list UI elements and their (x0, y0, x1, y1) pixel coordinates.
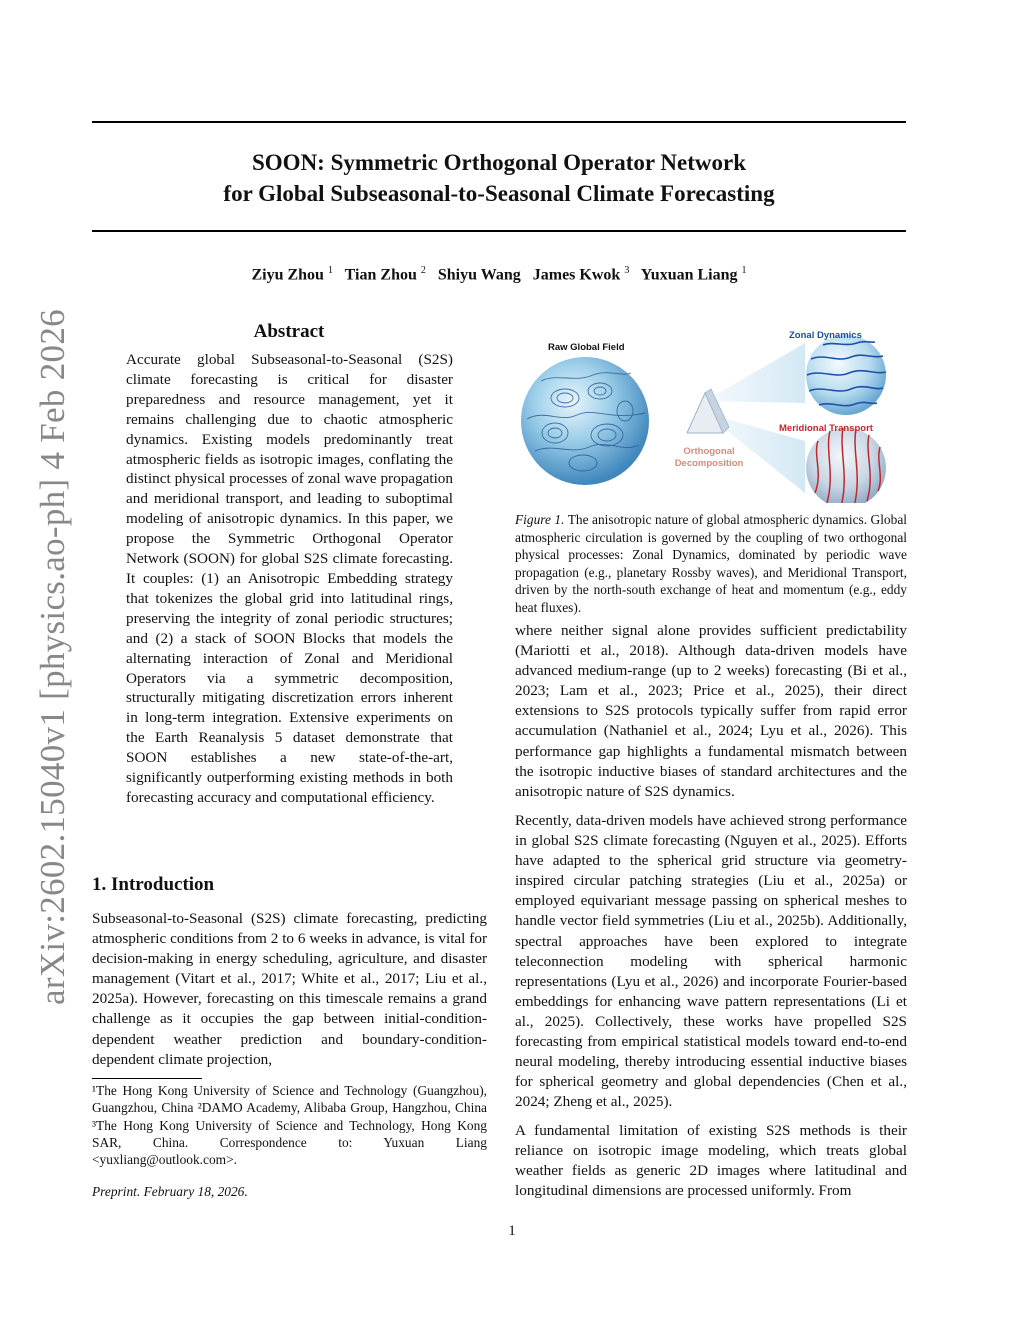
section-heading-introduction: 1. Introduction (92, 874, 215, 895)
page-number: 1 (508, 1223, 516, 1239)
intro-paragraph: Subseasonal-to-Seasonal (S2S) climate forecasting, predicting atmospheric conditions from 2 to 6 weeks in advance, is vital for decision-making in energy scheduling, agriculture, and disaster management (Vitart et al., 2017; White et al., 2017; Liu et al., 2025a). However, forecasting on this timescale remains a grand challenge as it occupies the gap between initial-condition-dependent weather prediction and boundary-condition-dependent climate projection, (92, 910, 487, 1068)
figure-1-caption (515, 511, 907, 617)
zonal-dynamics-label: Zonal Dynamics (789, 330, 862, 341)
paper-title-line2: for Global Subseasonal-to-Seasonal Climate Forecasting (223, 181, 775, 206)
preprint-date: Preprint. February 18, 2026. (92, 1184, 248, 1199)
author-name: Yuxuan Liang (640, 266, 738, 284)
author-affiliation: 1 (741, 265, 747, 276)
orthogonal-label: Orthogonal (683, 446, 735, 457)
paper-title-line1: SOON: Symmetric Orthogonal Operator Network (252, 150, 746, 175)
right-paragraph-1: where neither signal alone provides sufficient predictability (Mariotti et al., 2018). Although data-driven models have advanced medium-range (up to 2 weeks) forecasting (Bi et al., 2023; Lam et al., 2023; Price et al., 2025), their direct extensions to S2S protocols typically suffer from rapid error accumulation (Nathaniel et al., 2024; Lyu et al., 2026). This performance gap highlights a fundamental mismatch between the isotropic inductive biases of standard architectures and the anisotropic nature of S2S dynamics. (515, 622, 907, 800)
arxiv-identifier[interactable]: arXiv:2602.15040v1 [physics.ao-ph] 4 Feb 2026 (33, 309, 72, 1005)
raw-globe-icon (521, 357, 649, 485)
top-rule (92, 121, 906, 123)
meridional-globe-icon (806, 428, 886, 503)
caption-text: The anisotropic nature of global atmospheric dynamics. Global atmospheric circulation is governed by the coupling of two orthogonal physical processes: Zonal Dynamics, dominated by periodic wave propagation (e.g., planetary Rossby waves), and Meridional Transport, driven by the north-south exchange of heat and momentum (e.g., eddy heat fluxes). (515, 512, 907, 615)
meridional-transport-label: Meridional Transport (779, 423, 873, 434)
author-affiliation: 2 (420, 265, 426, 276)
caption-label: Figure 1. (515, 512, 565, 527)
author-affiliation: 3 (624, 265, 630, 276)
author-name: Tian Zhou (344, 266, 417, 284)
footnote-rule (92, 1078, 202, 1079)
decomposition-label: Decomposition (674, 458, 744, 469)
beam-to-zonal (705, 343, 805, 403)
abstract-text: Accurate global Subseasonal-to-Seasonal (S2S) climate forecasting is critical for disaster preparedness and resource management, yet it remains challenging due to chaotic atmospheric dynamics. Existing models predominantly treat atmospheric fields as isotropic images, conflating the distinct physical processes of zonal wave propagation and meridional transport, and leading to suboptimal modeling of anisotropic dynamics. In this paper, we propose the Symmetric Orthogonal Operator Network (SOON) for global S2S climate forecasting. It couples: (1) an Anisotropic Embedding strategy that tokenizes the global grid into latitudinal rings, preserving the integrity of zonal periodic structures; and (2) a stack of SOON Blocks that models the alternating interaction of Zonal and Meridional Operators via a symmetric decomposition, structurally mitigating discretization errors inherent in long-term integration. Extensive experiments on the Earth Reanalysis 5 dataset demonstrate that SOON establishes a new state-of-the-art, significantly outperforming existing methods in both forecasting accuracy and computational efficiency. (126, 351, 453, 806)
abstract-heading: Abstract (253, 321, 325, 342)
author-name: Shiyu Wang (437, 266, 521, 284)
affiliation-footnote: ¹The Hong Kong University of Science and Technology (Guangzhou), Guangzhou, China ²DAMO Academy, Alibaba Group, Hangzhou, China ³The Hong Kong University of Science and Technology, Hong Kong SAR, China. Correspondence to: Yuxuan Liang <yuxliang@outlook.com>. (92, 1083, 487, 1168)
author-name: Ziyu Zhou (251, 266, 324, 284)
author-affiliation: 1 (327, 265, 333, 276)
zonal-globe-icon (806, 335, 886, 415)
bottom-rule (92, 230, 906, 232)
author-name: James Kwok (532, 266, 621, 284)
right-paragraph-2: Recently, data-driven models have achieved strong performance in global S2S climate forecasting (Nguyen et al., 2025). Efforts have adapted to the spherical grid structure via geometry-inspired circular patching strategies (Liu et al., 2025a) or employed equivariant message passing on spherical meshes to handle vector field symmetries (Liu et al., 2025b). Additionally, spectral approaches have been explored to integrate teleconnection modeling with spherical harmonic representations (Lyu et al., 2026) and incorporate Fourier-based embeddings for enhancing wave pattern representations (Li et al., 2025). Collectively, these works have propelled S2S forecasting from empirical statistical models toward end-to-end neural modeling, thereby introducing essential inductive biases for spherical geometry and global dependencies (Chen et al., 2024; Zheng et al., 2025). (515, 812, 907, 1111)
raw-global-field-label: Raw Global Field (548, 342, 625, 353)
figure-1-illustration (515, 323, 907, 503)
author-list (92, 265, 906, 284)
right-paragraph-3: A fundamental limitation of existing S2S methods is their reliance on isotropic image modeling, which treats global weather fields as generic 2D images where latitudinal and longitudinal dimensions are processed uniformly. From (515, 1122, 907, 1200)
